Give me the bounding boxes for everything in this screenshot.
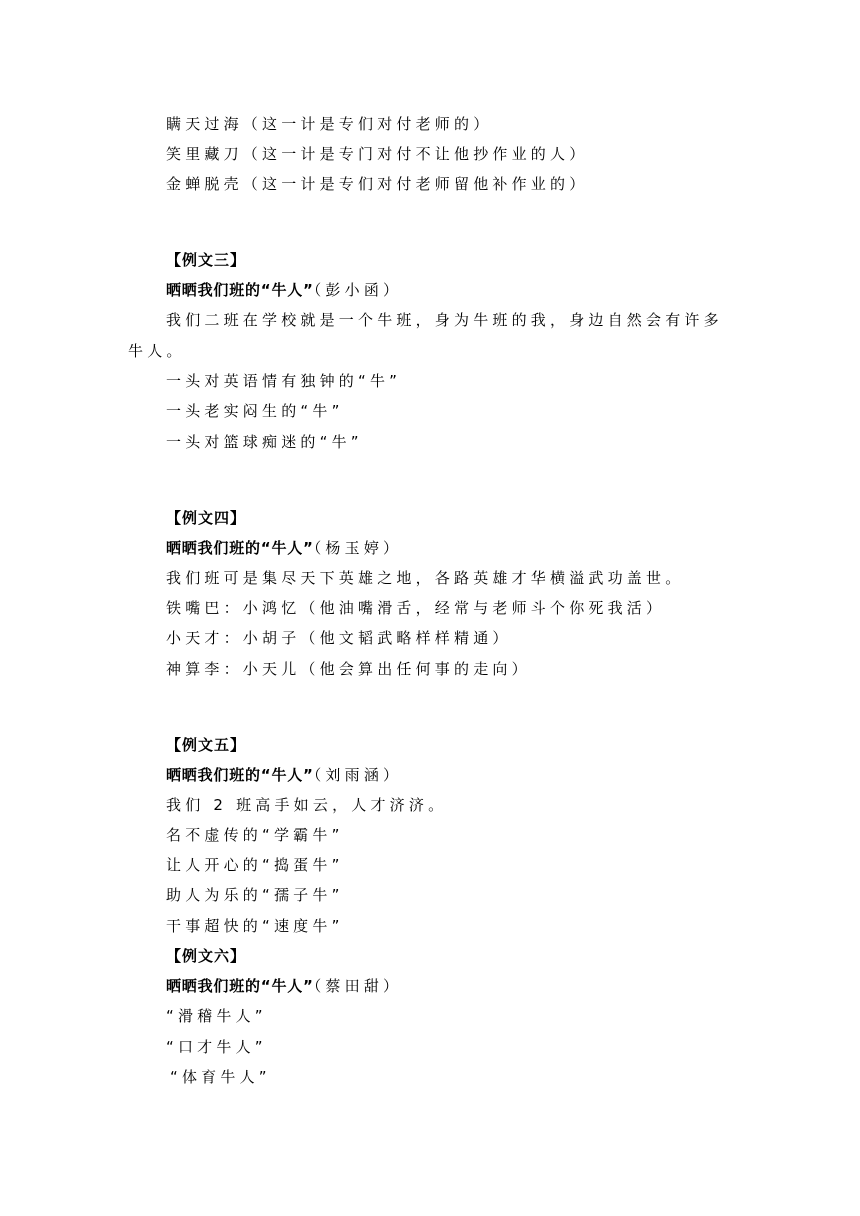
text-line: “滑稽牛人” — [166, 1007, 267, 1025]
example-heading: 【例文三】 — [166, 251, 247, 269]
essay-author: （杨玉婷） — [313, 539, 403, 557]
essay-title: 晒晒我们班的“牛人” — [166, 766, 314, 784]
text-line: 铁嘴巴：小鸿忆（他油嘴滑舌，经常与老师斗个你死我活） — [166, 599, 666, 617]
essay-title: 晒晒我们班的“牛人” — [166, 281, 314, 299]
text-line: 金蝉脱壳（这一计是专们对付老师留他补作业的） — [166, 175, 589, 193]
text-line: 神算李：小天儿（他会算出任何事的走向） — [166, 660, 531, 678]
text-line: 干事超快的“速度牛” — [166, 917, 344, 935]
essay-author: （刘雨涵） — [313, 766, 403, 784]
example-heading: 【例文五】 — [166, 736, 247, 754]
essay-title-line — [166, 976, 402, 996]
text-line: 让人开心的“捣蛋牛” — [166, 856, 344, 874]
text-line: 小天才：小胡子（他文韬武略样样精通） — [166, 629, 512, 647]
text-line: 一头老实闷生的“牛” — [166, 402, 344, 420]
text-line: 我们 2 班高手如云，人才济济。 — [166, 796, 448, 814]
essay-title: 晒晒我们班的“牛人” — [166, 539, 314, 557]
text-line: 牛人。 — [128, 342, 186, 360]
text-line: 名不虚传的“学霸牛” — [166, 826, 344, 844]
essay-title-line — [166, 538, 402, 558]
text-line: 我们班可是集尽天下英雄之地，各路英雄才华横溢武功盖世。 — [166, 569, 685, 587]
text-line: 笑里藏刀（这一计是专门对付不让他抄作业的人） — [166, 145, 589, 163]
text-line: 助人为乐的“孺子牛” — [166, 886, 344, 904]
essay-title-line — [166, 280, 402, 300]
text-line: 我们二班在学校就是一个牛班，身为牛班的我，身边自然会有许多 — [166, 311, 723, 329]
text-line: 一头对篮球痴迷的“牛” — [166, 433, 363, 451]
essay-title: 晒晒我们班的“牛人” — [166, 977, 314, 995]
essay-author: （蔡田甜） — [313, 977, 403, 995]
example-heading: 【例文六】 — [166, 947, 247, 965]
essay-title-line — [166, 765, 402, 785]
essay-author: （彭小函） — [313, 281, 403, 299]
example-heading: 【例文四】 — [166, 509, 247, 527]
text-line: 一头对英语情有独钟的“牛” — [166, 372, 402, 390]
text-line: 瞒天过海（这一计是专们对付老师的） — [166, 115, 493, 133]
text-line: “体育牛人” — [170, 1068, 271, 1086]
text-line: “口才牛人” — [166, 1038, 267, 1056]
